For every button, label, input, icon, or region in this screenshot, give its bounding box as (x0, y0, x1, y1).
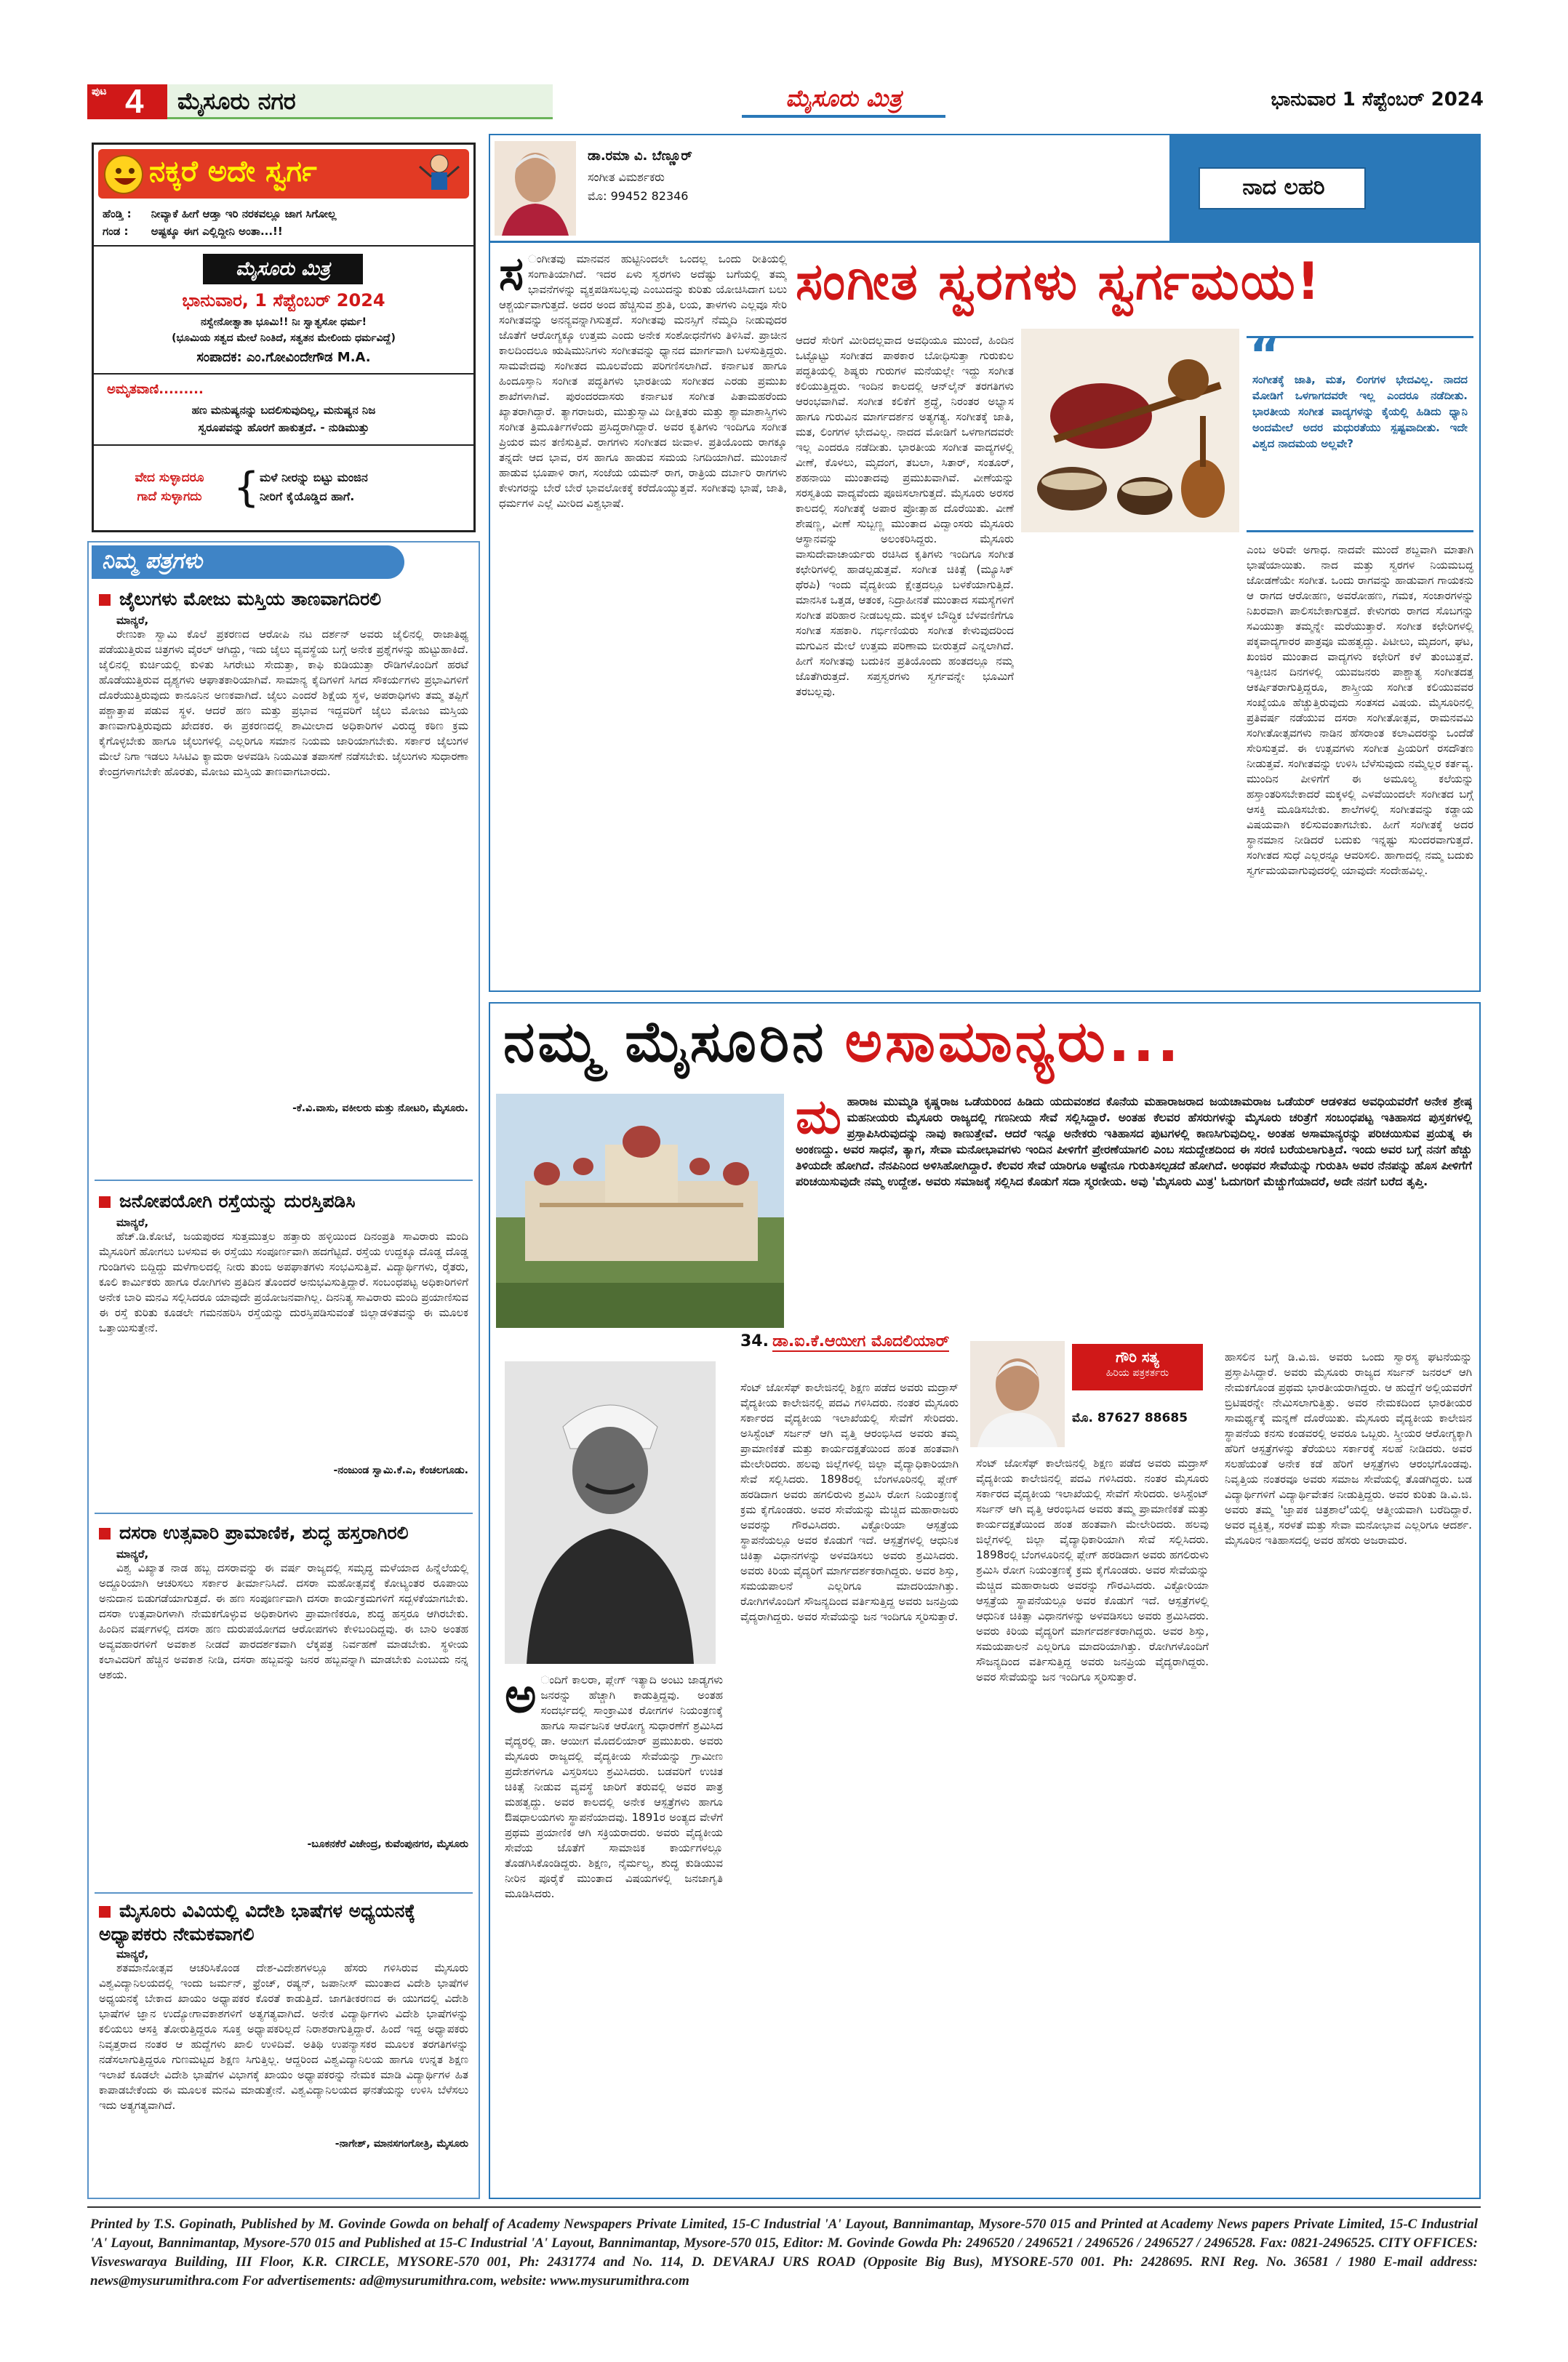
joke-text-husband: ಅಷ್ಟಕ್ಕೂ ಈಗ ಎಲ್ಲಿದ್ದೀನಿ ಅಂತಾ...!! (151, 225, 283, 238)
palace-image (496, 1094, 784, 1328)
series-heading (740, 1332, 1002, 1376)
amrutha-title: ಅಮೃತವಾಣಿ......... (107, 382, 204, 397)
nakkare-title: ನಕ್ಕರೆ ಅದೇ ಸ್ವರ್ಗ (149, 155, 317, 188)
author-photo (495, 141, 576, 236)
gaade-left-1: ವೇದ ಸುಳ್ಳಾದರೂ (135, 471, 204, 485)
letter-signature: -ನಾಗೇಶ್, ಮಾನಸಗಂಗೋತ್ರಿ, ಮೈಸೂರು (335, 2138, 468, 2150)
letter-signature: -ಕೆ.ವಿ.ವಾಸು, ವಕೀಲರು ಮತ್ತು ನೋಟರಿ, ಮೈಸೂರು. (292, 1102, 468, 1114)
letter-3 (99, 1521, 468, 1885)
editor-line (94, 350, 473, 365)
subject-name: ಡಾ.ಐ.ಕೆ.ಆಯೀಗ ಮೊದಲಿಯಾರ್ (772, 1332, 950, 1350)
gaade-brace: { (233, 464, 260, 511)
amrutha-line-2: ಸ್ವರೂಪವನ್ನು ಹೊರಗೆ ಹಾಕುತ್ತದೆ. - ನುಡಿಮುತ್ತು (198, 421, 369, 434)
nakkare-divider-3 (94, 444, 473, 446)
naada-col-1-text: ಂಗೀತವು ಮಾನವನ ಹುಟ್ಟಿನಿಂದಲೇ ಒಂದಲ್ಲ ಒಂದು ರೀತಿಯಲ್ಲಿ ಸಂಗಾತಿಯಾಗಿದೆ. ಇದರ ಏಳು ಸ್ವರಗಳು ಅದೆಷ್ಟು ಬಗೆಯಲ್ಲಿ ತಮ್ಮ ಭಾವನೆಗಳನ್ನು ವ್ಯಕ್ತಪಡಿಸಬಲ್ಲವು ಎಂಬುದನ್ನು ಕುರಿತು ಯೋಚಿಸಿದಾಗ ಬಲು ಆಶ್ಚರ್ಯವಾಗುತ್ತದೆ. ಅದರ ಅಂದ ಹೆಚ್ಚಿಸುವ ಶ್ರುತಿ, ಲಯ, ತಾಳಗಳು ಎಲ್ಲವೂ ಸೇರಿ ಸಂಗೀತವನ್ನು ಅನನ್ಯವನ್ನಾಗಿಸುತ್ತದೆ. ಸಂಗೀತವು ಮನಸ್ಸಿಗೆ ನೆಮ್ಮದಿ ನೀಡುವುದರ ಜೊತೆಗೆ ಆರೋಗ್ಯಕ್ಕೂ ಉತ್ತಮ ಎಂದು ಅನೇಕ ಸಂಶೋಧನೆಗಳು ತಿಳಿಸಿವೆ. ಪ್ರಾಚೀನ ಕಾಲದಿಂದಲೂ ಋಷಿಮುನಿಗಳು ಸಂಗೀತವನ್ನು ಧ್ಯಾನದ ಮಾರ್ಗವಾಗಿ ಬಳಸುತ್ತಿದ್ದರು. ಸಾಮವೇದವು ಸಂಗೀತದ ಮೂಲವೆಂದು ಪರಿಗಣಿಸಲಾಗಿದೆ. ಕರ್ನಾಟಕ ಹಾಗೂ ಹಿಂದೂಸ್ತಾನಿ ಸಂಗೀತ ಪದ್ಧತಿಗಳು ಭಾರತೀಯ ಸಂಗೀತದ ಎರಡು ಪ್ರಮುಖ ಶಾಖೆಗಳಾಗಿವೆ. ಪುರಂದರದಾಸರು ಕರ್ನಾಟಕ ಸಂಗೀತ ಪಿತಾಮಹರೆಂದು ಖ್ಯಾತರಾಗಿದ್ದಾರೆ. ತ್ಯಾಗರಾಜರು, ಮುತ್ತುಸ್ವಾಮಿ ದೀಕ್ಷಿತರು ಮತ್ತು ಶ್ಯಾಮಾಶಾಸ್ತ್ರಿಗಳು ಸಂಗೀತ ತ್ರಿಮೂರ್ತಿಗಳೆಂದು ಪ್ರಸಿದ್ಧರಾಗಿದ್ದಾರೆ. ಅವರ ಕೃತಿಗಳು ಇಂದಿಗೂ ಸಂಗೀತ ಪ್ರಿಯರ ಮನ ತಣಿಸುತ್ತಿವೆ. ರಾಗಗಳು ಸಂಗೀತದ ಜೀವಾಳ. ಪ್ರತಿಯೊಂದು ರಾಗಕ್ಕೂ ತನ್ನದೇ ಆದ ಭಾವ, ರಸ ಹಾಗೂ ಹಾಡುವ ಸಮಯ ನಿಗದಿಯಾಗಿದೆ. ಮುಂಜಾನೆ ಹಾಡುವ ಭೂಪಾಳಿ ರಾಗ, ಸಂಜೆಯ ಯಮನ್ ರಾಗ, ರಾತ್ರಿಯ ದರ್ಬಾರಿ ರಾಗಗಳು ಕೇಳುಗರನ್ನು ಬೇರೆ ಬೇರೆ ಭಾವಲೋಕಕ್ಕೆ ಕರೆದೊಯ್ಯುತ್ತವೆ. ಸಂಗೀತವು ಭಾಷೆ, ಜಾತಿ, ಧರ್ಮಗಳ ಎಲ್ಲೆ ಮೀರಿದ ವಿಶ್ವಭಾಷೆ. (499, 252, 787, 510)
editor-name: ಎಂ.ಗೋವಿಂದೇಗೌಡ M.A. (247, 350, 371, 365)
amrutha-line-1: ಹಣ ಮನುಷ್ಯನನ್ನು ಬದಲಿಸುವುದಿಲ್ಲ, ಮನುಷ್ಯನ ನಿಜ (191, 404, 376, 417)
letter-heading (99, 588, 468, 611)
instruments-image (1021, 329, 1239, 532)
bullet-square-icon (99, 1528, 111, 1540)
nakkare-divider-2 (94, 373, 473, 375)
asamanya-headline (503, 1009, 1478, 1085)
motto-line-1: ನಸ್ವೇನೋತ್ವಾತಾ ಭೂಮಿ!! ನಿಃ ಸ್ವಾತ್ವಸೋ ಧರ್ಮ! (200, 316, 367, 328)
letter-heading-text: ಜನೋಪಯೋಗಿ ರಸ್ತೆಯನ್ನು ದುರಸ್ತಿಪಡಿಸಿ (119, 1190, 356, 1212)
cartoon-man-icon (415, 152, 463, 196)
letter-heading-text: ಜೈಲುಗಳು ಮೋಜು ಮಸ್ತಿಯ ತಾಣವಾಗದಿರಲಿ (119, 588, 382, 609)
paper-logo: ಮೈಸೂರು ಮಿತ್ರ (742, 84, 945, 118)
bullet-square-icon (99, 1196, 111, 1208)
page-number-badge (87, 84, 167, 119)
letters-column (87, 541, 480, 2199)
motto-line-2: (ಭೂಮಿಯ ಸತ್ವದ ಮೇಲೆ ನಿಂತಿದೆ, ಸತ್ವತನ ಮೇಲಿಂದು ಧರ್ಮವಿದ್ದೆ) (172, 332, 396, 344)
letter-1 (99, 588, 468, 1169)
asamanya-headline-red: ಅಸಾಮಾನ್ಯರು... (844, 1009, 1182, 1075)
naada-header (490, 135, 1479, 243)
writer-card (970, 1341, 1210, 1447)
naada-col-1 (499, 252, 787, 986)
asamanya-col-c: ಹಾಸಲಿನ ಬಗ್ಗೆ ಡಿ.ವಿ.ಜಿ. ಅವರು ಒಂದು ಸ್ವಾರಸ್ಯ ಘಟನೆಯನ್ನು ಪ್ರಸ್ತಾಪಿಸಿದ್ದಾರೆ. ಅವರು ಮೈಸೂರು ರಾಜ್ಯದ ಸರ್ಜನ್ ಜನರಲ್ ಆಗಿ ನೇಮಕಗೊಂಡ ಪ್ರಥಮ ಭಾರತೀಯರಾಗಿದ್ದರು. ಆ ಹುದ್ದೆಗೆ ಅಲ್ಲಿಯವರೆಗೆ ಬ್ರಿಟಿಷರನ್ನೇ ನೇಮಿಸಲಾಗುತ್ತಿತ್ತು. ಅವರ ನೇಮಕದಿಂದ ಭಾರತೀಯರ ಸಾಮರ್ಥ್ಯಕ್ಕೆ ಮನ್ನಣೆ ದೊರೆಯಿತು. ಮೈಸೂರು ವೈದ್ಯಕೀಯ ಕಾಲೇಜಿನ ಸ್ಥಾಪನೆಯ ಕನಸು ಕಂಡವರಲ್ಲಿ ಅವರೂ ಒಬ್ಬರು. ಸ್ತ್ರೀಯರ ಆರೋಗ್ಯಕ್ಕಾಗಿ ಹೆರಿಗೆ ಆಸ್ಪತ್ರೆಗಳನ್ನು ತೆರೆಯಲು ಸರ್ಕಾರಕ್ಕೆ ಸಲಹೆ ನೀಡಿದರು. ಅವರ ಸಲಹೆಯಂತೆ ಅನೇಕ ಕಡೆ ಹೆರಿಗೆ ಆಸ್ಪತ್ರೆಗಳು ಆರಂಭಗೊಂಡವು. ನಿವೃತ್ತಿಯ ನಂತರವೂ ಅವರು ಸಮಾಜ ಸೇವೆಯಲ್ಲಿ ತೊಡಗಿದ್ದರು. ಬಡ ವಿದ್ಯಾರ್ಥಿಗಳಿಗೆ ವಿದ್ಯಾರ್ಥಿವೇತನ ನೀಡುತ್ತಿದ್ದರು. ಅವರ ಕುರಿತು ಡಿ.ವಿ.ಜಿ. ಅವರು ತಮ್ಮ 'ಜ್ಞಾಪಕ ಚಿತ್ರಶಾಲೆ'ಯಲ್ಲಿ ಆತ್ಮೀಯವಾಗಿ ಬರೆದಿದ್ದಾರೆ. ಅವರ ವ್ಯಕ್ತಿತ್ವ, ಸರಳತೆ ಮತ್ತು ಸೇವಾ ಮನೋಭಾವ ಎಲ್ಲರಿಗೂ ಆದರ್ಶ. ಮೈಸೂರಿನ ಇತಿಹಾಸದಲ್ಲಿ ಅವರ ಹೆಸರು ಅಜರಾಮರ. (1225, 1350, 1472, 1547)
letters-header (92, 545, 404, 579)
writer-name: ಗೌರಿ ಸತ್ಯ (1116, 1348, 1159, 1366)
joke-speaker-wife: ಹೆಂಡ್ತಿ : (103, 207, 132, 220)
asamanya-col-a (505, 1673, 723, 2193)
footer-imprint: Printed by T.S. Gopinath, Published by M. Govinde Gowda on behalf of Academy Newspapers Private Limited, 15-C Industrial 'A' Layout, Bannimantap, Mysore-570 015 and Printed at Academy News papers Private Limited, 15-C Industrial 'A' Layout, Bannimantap, Mysore-570 015 and Published at 15-C Industrial 'A' Layout, Bannimantap, Mysore-570 015, Editor: M. Govinde Gowda Ph: 2496520 / 2496521 / 2496526 / 2496527 / 2496528. Fax: 0821-2496525. CITY OFFICES: Visveswaraya Building, III Floor, K.R. CIRCLE, MYSORE-570 001, Ph: 2431774 and No. 114, D. DEVARAJ URS ROAD (Opposite Big Bus), MYSORE-570 001. Ph: 2428695. RNI Reg. No. 36581 / 1980 E-mail address: news@mysurumithra.com For advertisements: ad@mysurumithra.com, website: www.mysurumithra.com (90, 2217, 1478, 2289)
asamanya-article (489, 1002, 1481, 2199)
letters-header-title: ನಿಮ್ಮ ಪತ್ರಗಳು (102, 548, 203, 574)
asamanya-dropcap: ಮ (796, 1094, 841, 1145)
letter-salutation: ಮಾನ್ಯರೆ, (116, 1947, 149, 1961)
section-banner (167, 84, 553, 119)
masthead (87, 81, 1484, 122)
writer-role: ಹಿರಿಯ ಪತ್ರಕರ್ತರು (1105, 1367, 1169, 1379)
letter-4 (99, 1899, 468, 2196)
gaade-box (104, 465, 463, 519)
naada-col-2: ಆದರೆ ಸೇರಿಗೆ ಮೀರಿದಲ್ಲವಾದ ಅವಧಿಯೂ ಮುಂದೆ, ಹಿಂದಿನ ಒಟ್ಟೊಟ್ಟು ಸಂಗೀತದ ಪಾಠಕಾರ ಬೋಧಿಸುತ್ತಾ ಗುರುಕುಲ ಪದ್ಧತಿಯಲ್ಲಿ ಶಿಷ್ಯರು ಗುರುಗಳ ಮನೆಯಲ್ಲೇ ಇದ್ದು ಸಂಗೀತ ಕಲಿಯುತ್ತಿದ್ದರು. ಇಂದಿನ ಕಾಲದಲ್ಲಿ ಆನ್‌ಲೈನ್ ತರಗತಿಗಳು ಆರಂಭವಾಗಿವೆ. ಸಂಗೀತ ಕಲಿಕೆಗೆ ಶ್ರದ್ಧೆ, ನಿರಂತರ ಅಭ್ಯಾಸ ಹಾಗೂ ಗುರುವಿನ ಮಾರ್ಗದರ್ಶನ ಅತ್ಯಗತ್ಯ. ಸಂಗೀತಕ್ಕೆ ಜಾತಿ, ಮತ, ಲಿಂಗಗಳ ಭೇದವಿಲ್ಲ. ನಾದದ ಮೋಡಿಗೆ ಒಳಗಾಗದವರೇ ಇಲ್ಲ ಎಂದರೂ ನಡೆದೀತು. ಭಾರತೀಯ ಸಂಗೀತ ವಾದ್ಯಗಳಲ್ಲಿ ವೀಣೆ, ಕೊಳಲು, ಮೃದಂಗ, ತಬಲಾ, ಸಿತಾರ್, ಸಂತೂರ್, ಶಹನಾಯಿ ಮುಂತಾದವು ಪ್ರಮುಖವಾಗಿವೆ. ವೀಣೆಯನ್ನು ಸರಸ್ವತಿಯ ವಾದ್ಯವೆಂದು ಪೂಜಿಸಲಾಗುತ್ತದೆ. ಮೈಸೂರು ಅರಸರ ಕಾಲದಲ್ಲಿ ಸಂಗೀತಕ್ಕೆ ಅಪಾರ ಪ್ರೋತ್ಸಾಹ ದೊರೆಯಿತು. ವೀಣೆ ಶೇಷಣ್ಣ, ವೀಣೆ ಸುಬ್ಬಣ್ಣ ಮುಂತಾದ ವಿದ್ವಾಂಸರು ಮೈಸೂರು ಆಸ್ಥಾನವನ್ನು ಅಲಂಕರಿಸಿದ್ದರು. ಮೈಸೂರು ವಾಸುದೇವಾಚಾರ್ಯರು ರಚಿಸಿದ ಕೃತಿಗಳು ಇಂದಿಗೂ ಸಂಗೀತ ಕಛೇರಿಗಳಲ್ಲಿ ಹಾಡಲ್ಪಡುತ್ತವೆ. ಸಂಗೀತ ಚಿಕಿತ್ಸೆ (ಮ್ಯೂಸಿಕ್ ಥೆರಪಿ) ಇಂದು ವೈದ್ಯಕೀಯ ಕ್ಷೇತ್ರದಲ್ಲೂ ಬಳಕೆಯಾಗುತ್ತಿದೆ. ಮಾನಸಿಕ ಒತ್ತಡ, ಆತಂಕ, ನಿದ್ರಾಹೀನತೆ ಮುಂತಾದ ಸಮಸ್ಯೆಗಳಿಗೆ ಸಂಗೀತ ಪರಿಹಾರ ನೀಡಬಲ್ಲದು. ಮಕ್ಕಳ ಬೌದ್ಧಿಕ ಬೆಳವಣಿಗೆಗೂ ಸಂಗೀತ ಸಹಕಾರಿ. ಗರ್ಭಿಣಿಯರು ಸಂಗೀತ ಕೇಳುವುದರಿಂದ ಮಗುವಿನ ಮೇಲೆ ಉತ್ತಮ ಪರಿಣಾಮ ಬೀರುತ್ತದೆ ಎನ್ನಲಾಗಿದೆ. ಹೀಗೆ ಸಂಗೀತವು ಬದುಕಿನ ಪ್ರತಿಯೊಂದು ಹಂತದಲ್ಲೂ ನಮ್ಮ ಜೊತೆಗಿರುತ್ತದೆ. ಸಪ್ತಸ್ವರಗಳು ಸ್ವರ್ಗವನ್ನೇ ಭೂಮಿಗೆ ತರಬಲ್ಲವು. (796, 334, 1014, 698)
letter-signature: -ನಂಜುಂಡ ಸ್ವಾಮಿ.ಕೆ.ಎ, ಕೆಂಚಲಗೂಡು. (333, 1465, 468, 1476)
asamanya-col-b2: ಸೆಂಟ್ ಜೋಸೆಫ್ ಕಾಲೇಜಿನಲ್ಲಿ ಶಿಕ್ಷಣ ಪಡೆದ ಅವರು ಮದ್ರಾಸ್ ವೈದ್ಯಕೀಯ ಕಾಲೇಜಿನಲ್ಲಿ ಪದವಿ ಗಳಿಸಿದರು. ನಂತರ ಮೈಸೂರು ಸರ್ಕಾರದ ವೈದ್ಯಕೀಯ ಇಲಾಖೆಯಲ್ಲಿ ಸೇವೆಗೆ ಸೇರಿದರು. ಅಸಿಸ್ಟೆಂಟ್ ಸರ್ಜನ್ ಆಗಿ ವೃತ್ತಿ ಆರಂಭಿಸಿದ ಅವರು ತಮ್ಮ ಪ್ರಾಮಾಣಿಕತೆ ಮತ್ತು ಕಾರ್ಯದಕ್ಷತೆಯಿಂದ ಹಂತ ಹಂತವಾಗಿ ಮೇಲೇರಿದರು. ಹಲವು ಜಿಲ್ಲೆಗಳಲ್ಲಿ ಜಿಲ್ಲಾ ವೈದ್ಯಾಧಿಕಾರಿಯಾಗಿ ಸೇವೆ ಸಲ್ಲಿಸಿದರು. 1898ರಲ್ಲಿ ಬೆಂಗಳೂರಿನಲ್ಲಿ ಪ್ಲೇಗ್ ಹರಡಿದಾಗ ಅವರು ಹಗಲಿರುಳು ಶ್ರಮಿಸಿ ರೋಗ ನಿಯಂತ್ರಣಕ್ಕೆ ಕ್ರಮ ಕೈಗೊಂಡರು. ಅವರ ಸೇವೆಯನ್ನು ಮೆಚ್ಚಿದ ಮಹಾರಾಜರು ಅವರನ್ನು ಗೌರವಿಸಿದರು. ವಿಕ್ಟೋರಿಯಾ ಆಸ್ಪತ್ರೆಯ ಸ್ಥಾಪನೆಯಲ್ಲೂ ಅವರ ಕೊಡುಗೆ ಇದೆ. ಆಸ್ಪತ್ರೆಗಳಲ್ಲಿ ಆಧುನಿಕ ಚಿಕಿತ್ಸಾ ವಿಧಾನಗಳನ್ನು ಅಳವಡಿಸಲು ಅವರು ಶ್ರಮಿಸಿದರು. ಅವರು ಕಿರಿಯ ವೈದ್ಯರಿಗೆ ಮಾರ್ಗದರ್ಶಕರಾಗಿದ್ದರು. ಅವರ ಶಿಸ್ತು, ಸಮಯಪಾಲನೆ ಎಲ್ಲರಿಗೂ ಮಾದರಿಯಾಗಿತ್ತು. ರೋಗಿಗಳೊಂದಿಗೆ ಸೌಜನ್ಯದಿಂದ ವರ್ತಿಸುತ್ತಿದ್ದ ಅವರು ಜನಪ್ರಿಯ ವೈದ್ಯರಾಗಿದ್ದರು. ಅವರ ಸೇವೆಯನ್ನು ಜನ ಇಂದಿಗೂ ಸ್ಮರಿಸುತ್ತಾರೆ. (976, 1457, 1209, 1684)
asamanya-intro-text: ಹಾರಾಜ ಮುಮ್ಮಡಿ ಕೃಷ್ಣರಾಜ ಒಡೆಯರಿಂದ ಹಿಡಿದು ಯದುವಂಶದ ಕೊನೆಯ ಮಹಾರಾಜರಾದ ಜಯಚಾಮರಾಜ ಒಡೆಯರ್ ಆಡಳಿತದ ಅವಧಿಯವರೆಗೆ ಅನೇಕ ಶ್ರೇಷ್ಠ ಮಹನೀಯರು ಮೈಸೂರು ರಾಜ್ಯದಲ್ಲಿ ಗಣನೀಯ ಸೇವೆ ಸಲ್ಲಿಸಿದ್ದಾರೆ. ಅಂತಹ ಕೆಲವರ ಹೆಸರುಗಳನ್ನು ಮೈಸೂರು ಚರಿತ್ರೆಗೆ ಸಂಬಂಧಪಟ್ಟ ಇತಿಹಾಸದ ಪುಸ್ತಕಗಳಲ್ಲಿ ಪ್ರಸ್ತಾಪಿಸಿರುವುದನ್ನು ನಾವು ಕಾಣುತ್ತೇವೆ. ಆದರೆ ಇನ್ನೂ ಅನೇಕರು ಇತಿಹಾಸದ ಪುಟಗಳಲ್ಲಿ ಕಾಣಸಿಗುವುದಿಲ್ಲ. ಅಂತಹ ಅಸಾಮಾನ್ಯರನ್ನು ಪರಿಚಯಿಸುವ ಪ್ರಯತ್ನ ಈ ಅಂಕಣದ್ದು. ಅವರ ಸಾಧನೆ, ತ್ಯಾಗ, ಸೇವಾ ಮನೋಭಾವಗಳು ಇಂದಿನ ಪೀಳಿಗೆಗೆ ಪ್ರೇರಣೆಯಾಗಲಿ ಎಂಬ ಸದುದ್ದೇಶದಿಂದ ಈ ಸರಣಿ ಬರೆಯಲಾಗುತ್ತಿದೆ. ಇಂದು ಅವರ ಬಗ್ಗೆ ನನಗೆ ಹೆಚ್ಚು ತಿಳಿಯದೇ ಹೋಗಿದೆ. ನೆನಪಿನಿಂದ ಅಳಿಸಿಹೋಗಿದ್ದಾರೆ. ಕೆಲವರ ಸೇವೆ ಯಾರಿಗೂ ಅಷ್ಟೇನೂ ಗುರುತಿಸಲ್ಪಡದೆ ಹೋಗಿದೆ. ಅಂಥವರ ಸೇವೆಯನ್ನು ಗುರುತಿಸಿ ಅವರ ನೆನಪನ್ನು ಹೊಸ ಪೀಳಿಗೆಗೆ ಪರಿಚಯಿಸುವುದೇ ನಮ್ಮ ಉದ್ದೇಶ. ಅವರು ಸಮಾಜಕ್ಕೆ ಸಲ್ಲಿಸಿದ ಕೊಡುಗೆ ಸದಾ ಸ್ಮರಣೀಯ. ಅವು 'ಮೈಸೂರು ಮಿತ್ರ' ಓದುಗರಿಗೆ ಮೆಚ್ಚುಗೆಯಾದರೆ, ಅದೇ ನನಗೆ ಬರೆದ ತೃಪ್ತಿ. (796, 1094, 1472, 1188)
nakkare-divider (94, 245, 473, 247)
letter-2 (99, 1190, 468, 1502)
letter-heading (99, 1899, 468, 1946)
writer-name-box (1072, 1344, 1203, 1390)
quote-mark-icon: “ (1249, 329, 1281, 383)
letter-heading (99, 1190, 468, 1213)
letter-heading-text: ಮೈಸೂರು ವಿವಿಯಲ್ಲಿ ವಿದೇಶಿ ಭಾಷೆಗಳ ಅಧ್ಯಯನಕ್ಕೆ ಅಧ್ಯಾಪಕರು ನೇಮಕವಾಗಲಿ (99, 1900, 416, 1945)
letter-divider (95, 1513, 473, 1514)
editor-label: ಸಂಪಾದಕ: (196, 350, 242, 365)
joke-speaker-husband: ಗಂಡ : (103, 225, 129, 238)
paper-logo-small: ಮೈಸೂರು ಮಿತ್ರ (203, 254, 363, 284)
page-label: ಪುಟ (92, 86, 107, 97)
column-title: ನಾದ ಲಹರಿ (1242, 175, 1325, 200)
dropcap: ಸ (499, 252, 524, 301)
letter-body: ರೇಣುಕಾ ಸ್ವಾಮಿ ಕೊಲೆ ಪ್ರಕರಣದ ಆರೋಪಿ ನಟ ದರ್ಶನ್ ಅವರು ಜೈಲಿನಲ್ಲಿ ರಾಜಾತಿಥ್ಯ ಪಡೆಯುತ್ತಿರುವ ಚಿತ್ರಗಳು ವೈರಲ್ ಆಗಿದ್ದು, ಇದು ಜೈಲು ವ್ಯವಸ್ಥೆಯ ಬಗ್ಗೆ ಅನೇಕ ಪ್ರಶ್ನೆಗಳನ್ನು ಹುಟ್ಟುಹಾಕಿದೆ. ಜೈಲಿನಲ್ಲಿ ಕುರ್ಚಿಯಲ್ಲಿ ಕುಳಿತು ಸಿಗರೇಟು ಸೇದುತ್ತಾ, ಕಾಫಿ ಕುಡಿಯುತ್ತಾ ರೌಡಿಗಳೊಂದಿಗೆ ಹರಟೆ ಹೊಡೆಯುತ್ತಿರುವ ದೃಶ್ಯಗಳು ಆಘಾತಕಾರಿಯಾಗಿವೆ. ಸಾಮಾನ್ಯ ಕೈದಿಗಳಿಗೆ ಸಿಗದ ಸೌಕರ್ಯಗಳು ಪ್ರಭಾವಿಗಳಿಗೆ ದೊರೆಯುತ್ತಿರುವುದು ಕಾನೂನಿನ ಅಣಕವಾಗಿದೆ. ಜೈಲು ಎಂದರೆ ಶಿಕ್ಷೆಯ ಸ್ಥಳ, ಅಪರಾಧಿಗಳು ತಮ್ಮ ತಪ್ಪಿಗೆ ಪಶ್ಚಾತ್ತಾಪ ಪಡುವ ಸ್ಥಳ. ಆದರೆ ಹಣ ಮತ್ತು ಪ್ರಭಾವ ಇದ್ದವರಿಗೆ ಜೈಲು ಮೋಜು ಮಸ್ತಿಯ ತಾಣವಾಗುತ್ತಿರುವುದು ಖೇದಕರ. ಈ ಪ್ರಕರಣದಲ್ಲಿ ಶಾಮೀಲಾದ ಅಧಿಕಾರಿಗಳ ವಿರುದ್ಧ ಕಠಿಣ ಕ್ರಮ ಕೈಗೊಳ್ಳಬೇಕು ಹಾಗೂ ಜೈಲುಗಳಲ್ಲಿ ಎಲ್ಲರಿಗೂ ಸಮಾನ ನಿಯಮ ಜಾರಿಯಾಗಬೇಕು. ಸರ್ಕಾರ ಜೈಲುಗಳ ಮೇಲೆ ನಿಗಾ ಇಡಲು ಸಿಸಿಟಿವಿ ಕ್ಯಾಮರಾ ಅಳವಡಿಸಿ ನಿಯಮಿತ ತಪಾಸಣೆ ನಡೆಸಬೇಕು. ಜೈಲುಗಳು ಸುಧಾರಣಾ ಕೇಂದ್ರಗಳಾಗಬೇಕೇ ಹೊರತು, ಮೋಜು ಮಸ್ತಿಯ ತಾಣವಾಗಬಾರದು. (99, 628, 468, 778)
letter-body: ಶತಮಾನೋತ್ಸವ ಆಚರಿಸಿಕೊಂಡ ದೇಶ-ವಿದೇಶಗಳಲ್ಲೂ ಹೆಸರು ಗಳಿಸಿರುವ ಮೈಸೂರು ವಿಶ್ವವಿದ್ಯಾನಿಲಯದಲ್ಲಿ ಇಂದು ಜರ್ಮನ್, ಫ್ರೆಂಚ್, ರಷ್ಯನ್, ಜಪಾನೀಸ್ ಮುಂತಾದ ವಿದೇಶಿ ಭಾಷೆಗಳ ಅಧ್ಯಯನಕ್ಕೆ ಬೇಕಾದ ಖಾಯಂ ಅಧ್ಯಾಪಕರ ಕೊರತೆ ಕಾಡುತ್ತಿದೆ. ಜಾಗತೀಕರಣದ ಈ ಯುಗದಲ್ಲಿ ವಿದೇಶಿ ಭಾಷೆಗಳ ಜ್ಞಾನ ಉದ್ಯೋಗಾವಕಾಶಗಳಿಗೆ ಅತ್ಯಗತ್ಯವಾಗಿದೆ. ಅನೇಕ ವಿದ್ಯಾರ್ಥಿಗಳು ವಿದೇಶಿ ಭಾಷೆಗಳನ್ನು ಕಲಿಯಲು ಆಸಕ್ತಿ ತೋರುತ್ತಿದ್ದರೂ ಸೂಕ್ತ ಅಧ್ಯಾಪಕರಿಲ್ಲದೆ ನಿರಾಶರಾಗುತ್ತಿದ್ದಾರೆ. ಹಿಂದೆ ಇದ್ದ ಅಧ್ಯಾಪಕರು ನಿವೃತ್ತರಾದ ನಂತರ ಆ ಹುದ್ದೆಗಳು ಖಾಲಿ ಉಳಿದಿವೆ. ಅತಿಥಿ ಉಪನ್ಯಾಸಕರ ಮೂಲಕ ತರಗತಿಗಳನ್ನು ನಡೆಸಲಾಗುತ್ತಿದ್ದರೂ ಗುಣಮಟ್ಟದ ಶಿಕ್ಷಣ ಸಿಗುತ್ತಿಲ್ಲ. ಆದ್ದರಿಂದ ವಿಶ್ವವಿದ್ಯಾನಿಲಯ ಹಾಗೂ ಉನ್ನತ ಶಿಕ್ಷಣ ಇಲಾಖೆ ಕೂಡಲೇ ವಿದೇಶಿ ಭಾಷೆಗಳ ವಿಭಾಗಕ್ಕೆ ಖಾಯಂ ಅಧ್ಯಾಪಕರನ್ನು ನೇಮಕ ಮಾಡಿ ವಿದ್ಯಾರ್ಥಿಗಳ ಹಿತ ಕಾಪಾಡಬೇಕೆಂದು ಈ ಮೂಲಕ ಮನವಿ ಮಾಡುತ್ತೇನೆ. ವಿಶ್ವವಿದ್ಯಾನಿಲಯದ ಘನತೆಯನ್ನು ಉಳಿಸಿ ಬೆಳೆಸಲು ಇದು ಅತ್ಯಗತ್ಯವಾಗಿದೆ. (99, 1961, 468, 2112)
bullet-square-icon (99, 594, 111, 606)
naada-col-3: ಎಂಬ ಅರಿವೇ ಅಗಾಧ. ನಾದವೇ ಮುಂದೆ ಶಬ್ದವಾಗಿ ಮಾತಾಗಿ ಭಾಷೆಯಾಯಿತು. ನಾದ ಮತ್ತು ಸ್ವರಗಳ ನಿಯಮಬದ್ಧ ಜೋಡಣೆಯೇ ಸಂಗೀತ. ಒಂದು ರಾಗವನ್ನು ಹಾಡುವಾಗ ಗಾಯಕನು ಆ ರಾಗದ ಆರೋಹಣ, ಅವರೋಹಣ, ಗಮಕ, ಸಂಚಾರಗಳನ್ನು ನಿಖರವಾಗಿ ಪಾಲಿಸಬೇಕಾಗುತ್ತದೆ. ಕೇಳುಗರು ರಾಗದ ಸೊಬಗನ್ನು ಸವಿಯುತ್ತಾ ತಮ್ಮನ್ನೇ ಮರೆಯುತ್ತಾರೆ. ಸಂಗೀತ ಕಛೇರಿಗಳಲ್ಲಿ ಪಕ್ಕವಾದ್ಯಗಾರರ ಪಾತ್ರವೂ ಮಹತ್ವದ್ದು. ಪಿಟೀಲು, ಮೃದಂಗ, ಘಟ, ಖಂಜಿರ ಮುಂತಾದ ವಾದ್ಯಗಳು ಕಛೇರಿಗೆ ಕಳೆ ತುಂಬುತ್ತವೆ. ಇತ್ತೀಚಿನ ದಿನಗಳಲ್ಲಿ ಯುವಜನರು ಪಾಶ್ಚಾತ್ಯ ಸಂಗೀತದತ್ತ ಆಕರ್ಷಿತರಾಗುತ್ತಿದ್ದರೂ, ಶಾಸ್ತ್ರೀಯ ಸಂಗೀತ ಕಲಿಯುವವರ ಸಂಖ್ಯೆಯೂ ಹೆಚ್ಚುತ್ತಿರುವುದು ಸಂತಸದ ವಿಷಯ. ಮೈಸೂರಿನಲ್ಲಿ ಪ್ರತಿವರ್ಷ ನಡೆಯುವ ದಸರಾ ಸಂಗೀತೋತ್ಸವ, ರಾಮನವಮಿ ಸಂಗೀತೋತ್ಸವಗಳು ನಾಡಿನ ಹೆಸರಾಂತ ಕಲಾವಿದರನ್ನು ಒಂದೆಡೆ ಸೇರಿಸುತ್ತವೆ. ಈ ಉತ್ಸವಗಳು ಸಂಗೀತ ಪ್ರಿಯರಿಗೆ ರಸದೌತಣ ನೀಡುತ್ತವೆ. ಸಂಗೀತವನ್ನು ಉಳಿಸಿ ಬೆಳೆಸುವುದು ನಮ್ಮೆಲ್ಲರ ಕರ್ತವ್ಯ. ಮುಂದಿನ ಪೀಳಿಗೆಗೆ ಈ ಅಮೂಲ್ಯ ಕಲೆಯನ್ನು ಹಸ್ತಾಂತರಿಸಬೇಕಾದರೆ ಮಕ್ಕಳಲ್ಲಿ ಎಳವೆಯಿಂದಲೇ ಸಂಗೀತದ ಬಗ್ಗೆ ಆಸಕ್ತಿ ಮೂಡಿಸಬೇಕು. ಶಾಲೆಗಳಲ್ಲಿ ಸಂಗೀತವನ್ನು ಕಡ್ಡಾಯ ವಿಷಯವಾಗಿ ಕಲಿಸುವಂತಾಗಬೇಕು. ಹೀಗೆ ಸಂಗೀತಕ್ಕೆ ಅದರ ಸ್ಥಾನಮಾನ ನೀಡಿದರೆ ಬದುಕು ಇನ್ನಷ್ಟು ಸುಂದರವಾಗುತ್ತದೆ. ಸಂಗೀತದ ಸುಧೆ ಎಲ್ಲರನ್ನೂ ಆವರಿಸಲಿ. ಹಾಗಾದಲ್ಲಿ ನಮ್ಮ ಬದುಕು ಸ್ವರ್ಗಮಯವಾಗುವುದರಲ್ಲಿ ಯಾವುದೇ ಸಂದೇಹವಿಲ್ಲ. (1247, 543, 1473, 877)
gaade-right-1: ಮಳೆ ನೀರನ್ನು ಬಿಟ್ಟು ಮಂಜಿನ (260, 471, 368, 484)
letter-heading (99, 1521, 468, 1545)
page-number: 4 (125, 82, 144, 120)
author-role: ಸಂಗೀತ ವಿಮರ್ಶಕರು (588, 170, 665, 184)
naada-article (489, 134, 1481, 992)
joke-text-wife: ನೀವ್ಯಾಕೆ ಹೀಗೆ ಆಡ್ತಾ ಇರಿ ನರಕವಲ್ಲೂ ಜಾಗ ಸಿಗೋಲ್ಲ (151, 207, 337, 220)
portrait-image (505, 1361, 716, 1664)
asamanya-headline-black: ನಮ್ಮ ಮೈಸೂರಿನ (503, 1009, 827, 1075)
column-title-box (1199, 167, 1366, 209)
author-phone: ಮೊ: 99452 82346 (588, 189, 689, 203)
writer-phone: ಮೊ. 87627 88685 (1072, 1411, 1188, 1425)
joke-line-2 (103, 223, 466, 239)
column-title-band (1169, 135, 1479, 243)
nakkare-date: ಭಾನುವಾರ, 1 ಸೆಪ್ಟೆಂಬರ್ 2024 (182, 290, 385, 311)
writer-photo (970, 1341, 1065, 1447)
bullet-square-icon (99, 1906, 111, 1918)
letter-body: ಹೆಚ್.ಡಿ.ಕೋಟೆ, ಜಯಪುರದ ಸುತ್ತಮುತ್ತಲ ಹತ್ತಾರು ಹಳ್ಳಿಯಿಂದ ದಿನಂಪ್ರತಿ ಸಾವಿರಾರು ಮಂದಿ ಮೈಸೂರಿಗೆ ಹೋಗಲು ಬಳಸುವ ಈ ರಸ್ತೆಯು ಸಂಪೂರ್ಣವಾಗಿ ಹದಗೆಟ್ಟಿದೆ. ರಸ್ತೆಯ ಉದ್ದಕ್ಕೂ ದೊಡ್ಡ ದೊಡ್ಡ ಗುಂಡಿಗಳು ಬಿದ್ದಿದ್ದು ಮಳೆಗಾಲದಲ್ಲಿ ನೀರು ತುಂಬಿ ಅಪಘಾತಗಳು ಸಂಭವಿಸುತ್ತಿವೆ. ವಿದ್ಯಾರ್ಥಿಗಳು, ರೈತರು, ಕೂಲಿ ಕಾರ್ಮಿಕರು ಹಾಗೂ ರೋಗಿಗಳು ಪ್ರತಿದಿನ ತೊಂದರೆ ಅನುಭವಿಸುತ್ತಿದ್ದಾರೆ. ಸಂಬಂಧಪಟ್ಟ ಅಧಿಕಾರಿಗಳಿಗೆ ಅನೇಕ ಬಾರಿ ಮನವಿ ಸಲ್ಲಿಸಿದರೂ ಯಾವುದೇ ಪ್ರಯೋಜನವಾಗಿಲ್ಲ. ದಿನನಿತ್ಯ ಸಾವಿರಾರು ಮಂದಿ ಪ್ರಯಾಣಿಸುವ ಈ ರಸ್ತೆ ಕುರಿತು ಕೂಡಲೇ ಗಮನಹರಿಸಿ ರಸ್ತೆಯನ್ನು ದುರಸ್ತಿಪಡಿಸುವಂತೆ ಜಿಲ್ಲಾಡಳಿತವನ್ನು ಈ ಮೂಲಕ ಒತ್ತಾಯಿಸುತ್ತೇನೆ. (99, 1230, 468, 1334)
series-number: 34. (740, 1332, 769, 1350)
letter-salutation: ಮಾನ್ಯರೆ, (116, 1216, 149, 1229)
asamanya-col-a-text: ಂದಿಗೆ ಕಾಲರಾ, ಪ್ಲೇಗ್ ಇತ್ಯಾದಿ ಅಂಟು ಜಾಡ್ಯಗಳು ಜನರನ್ನು ಹೆಚ್ಚಾಗಿ ಕಾಡುತ್ತಿದ್ದವು. ಅಂತಹ ಸಂದರ್ಭದಲ್ಲಿ ಸಾಂಕ್ರಾಮಿಕ ರೋಗಗಳ ನಿಯಂತ್ರಣಕ್ಕೆ ಹಾಗೂ ಸಾರ್ವಜನಿಕ ಆರೋಗ್ಯ ಸುಧಾರಣೆಗೆ ಶ್ರಮಿಸಿದ ವೈದ್ಯರಲ್ಲಿ ಡಾ. ಆಯೀಗ ಮೊದಲಿಯಾರ್ ಪ್ರಮುಖರು. ಅವರು ಮೈಸೂರು ರಾಜ್ಯದಲ್ಲಿ ವೈದ್ಯಕೀಯ ಸೇವೆಯನ್ನು ಗ್ರಾಮೀಣ ಪ್ರದೇಶಗಳಿಗೂ ವಿಸ್ತರಿಸಲು ಶ್ರಮಿಸಿದರು. ಬಡವರಿಗೆ ಉಚಿತ ಚಿಕಿತ್ಸೆ ನೀಡುವ ವ್ಯವಸ್ಥೆ ಜಾರಿಗೆ ತರುವಲ್ಲಿ ಅವರ ಪಾತ್ರ ಮಹತ್ವದ್ದು. ಅವರ ಕಾಲದಲ್ಲಿ ಅನೇಕ ಆಸ್ಪತ್ರೆಗಳು ಹಾಗೂ ಔಷಧಾಲಯಗಳು ಸ್ಥಾಪನೆಯಾದವು. 1891ರ ಅಂತ್ಯದ ವೇಳೆಗೆ ಪ್ರಥಮ ಪ್ರಯಾಣಿಕ ಆಗಿ ಸಕ್ರಿಯರಾದರು. ಅವರು ವೈದ್ಯಕೀಯ ಸೇವೆಯ ಜೊತೆಗೆ ಸಾಮಾಜಿಕ ಕಾರ್ಯಗಳಲ್ಲೂ ತೊಡಗಿಸಿಕೊಂಡಿದ್ದರು. ಶಿಕ್ಷಣ, ನೈರ್ಮಲ್ಯ, ಶುದ್ಧ ಕುಡಿಯುವ ನೀರಿನ ಪೂರೈಕೆ ಮುಂತಾದ ವಿಷಯಗಳಲ್ಲಿ ಜನಜಾಗೃತಿ ಮೂಡಿಸಿದರು. (505, 1673, 723, 1900)
naada-headline: ಸಂಗೀತ ಸ್ವರಗಳು ಸ್ವರ್ಗಮಯ! (796, 252, 1321, 311)
letter-body: ವಿಶ್ವ ವಿಖ್ಯಾತ ನಾಡ ಹಬ್ಬ ದಸರಾವನ್ನು ಈ ವರ್ಷ ರಾಜ್ಯದಲ್ಲಿ ಸಮೃದ್ಧ ಮಳೆಯಾದ ಹಿನ್ನೆಲೆಯಲ್ಲಿ ಅದ್ದೂರಿಯಾಗಿ ಆಚರಿಸಲು ಸರ್ಕಾರ ತೀರ್ಮಾನಿಸಿದೆ. ದಸರಾ ಮಹೋತ್ಸವಕ್ಕೆ ಕೋಟ್ಯಂತರ ರೂಪಾಯಿ ಅನುದಾನ ಬಿಡುಗಡೆಯಾಗುತ್ತದೆ. ಈ ಹಣ ಸಂಪೂರ್ಣವಾಗಿ ದಸರಾ ಕಾರ್ಯಕ್ರಮಗಳಿಗೆ ಸದ್ಬಳಕೆಯಾಗಬೇಕು. ದಸರಾ ಉತ್ಸವಾರಿಗಳಾಗಿ ನೇಮಕಗೊಳ್ಳುವ ಅಧಿಕಾರಿಗಳು ಪ್ರಾಮಾಣಿಕರೂ, ಶುದ್ಧ ಹಸ್ತರೂ ಆಗಿರಬೇಕು. ಹಿಂದಿನ ವರ್ಷಗಳಲ್ಲಿ ದಸರಾ ಹಣ ದುರುಪಯೋಗದ ಆರೋಪಗಳು ಕೇಳಿಬಂದಿದ್ದವು. ಈ ಬಾರಿ ಅಂತಹ ಅವ್ಯವಹಾರಗಳಿಗೆ ಅವಕಾಶ ನೀಡದೆ ಪಾರದರ್ಶಕವಾಗಿ ಲೆಕ್ಕಪತ್ರ ನಿರ್ವಹಣೆ ಮಾಡಬೇಕು. ಸ್ಥಳೀಯ ಕಲಾವಿದರಿಗೆ ಹೆಚ್ಚಿನ ಅವಕಾಶ ನೀಡಿ, ದಸರಾ ಹಬ್ಬವನ್ನು ಜನರ ಹಬ್ಬವನ್ನಾಗಿ ಮಾಡಬೇಕು ಎಂಬುದು ನನ್ನ ಆಶಯ. (99, 1561, 468, 1681)
asamanya-intro (796, 1094, 1472, 1332)
gaade-right-2: ನೀರಿಗೆ ಕೈಯೊಡ್ಡಿದ ಹಾಗೆ. (260, 489, 355, 503)
letter-salutation: ಮಾನ್ಯರೆ, (116, 614, 149, 627)
quote-text: ಸಂಗೀತಕ್ಕೆ ಜಾತಿ, ಮತ, ಲಿಂಗಗಳ ಭೇದವಿಲ್ಲ. ನಾದದ ಮೋಡಿಗೆ ಒಳಗಾಗದವರೇ ಇಲ್ಲ ಎಂದರೂ ನಡೆದೀತು. ಭಾರತೀಯ ಸಂಗೀತ ವಾದ್ಯಗಳನ್ನು ಕೈಯಲ್ಲಿ ಹಿಡಿದು ಧ್ಯಾನಿ ಅಂದಮೇಲೆ ಅದರ ಮಧುರತೆಯು ಸ್ಪಷ್ಟವಾದೀತು. ಇದೇ ವಿಶ್ವದ ನಾದಮಯ ಅಲ್ಲವೇ? (1252, 373, 1468, 450)
section-title: ಮೈಸೂರು ನಗರ (177, 87, 296, 115)
nakkare-title-band (98, 149, 469, 199)
letter-salutation: ಮಾನ್ಯರೆ, (116, 1548, 149, 1561)
letter-divider (95, 1892, 473, 1894)
masthead-date: ಭಾನುವಾರ 1 ಸೆಪ್ಟೆಂಬರ್ 2024 (1271, 89, 1484, 111)
footer-rule (87, 2206, 1481, 2208)
quote-box (1247, 329, 1473, 532)
asamanya-dropcap-2: ಅ (505, 1673, 537, 1724)
letter-heading-text: ದಸರಾ ಉತ್ಸವಾರಿ ಪ್ರಾಮಾಣಿಕ, ಶುದ್ಧ ಹಸ್ತರಾಗಿರಲಿ (119, 1522, 409, 1543)
asamanya-col-b: ಸೆಂಟ್ ಜೋಸೆಫ್ ಕಾಲೇಜಿನಲ್ಲಿ ಶಿಕ್ಷಣ ಪಡೆದ ಅವರು ಮದ್ರಾಸ್ ವೈದ್ಯಕೀಯ ಕಾಲೇಜಿನಲ್ಲಿ ಪದವಿ ಗಳಿಸಿದರು. ನಂತರ ಮೈಸೂರು ಸರ್ಕಾರದ ವೈದ್ಯಕೀಯ ಇಲಾಖೆಯಲ್ಲಿ ಸೇವೆಗೆ ಸೇರಿದರು. ಅಸಿಸ್ಟೆಂಟ್ ಸರ್ಜನ್ ಆಗಿ ವೃತ್ತಿ ಆರಂಭಿಸಿದ ಅವರು ತಮ್ಮ ಪ್ರಾಮಾಣಿಕತೆ ಮತ್ತು ಕಾರ್ಯದಕ್ಷತೆಯಿಂದ ಹಂತ ಹಂತವಾಗಿ ಮೇಲೇರಿದರು. ಹಲವು ಜಿಲ್ಲೆಗಳಲ್ಲಿ ಜಿಲ್ಲಾ ವೈದ್ಯಾಧಿಕಾರಿಯಾಗಿ ಸೇವೆ ಸಲ್ಲಿಸಿದರು. 1898ರಲ್ಲಿ ಬೆಂಗಳೂರಿನಲ್ಲಿ ಪ್ಲೇಗ್ ಹರಡಿದಾಗ ಅವರು ಹಗಲಿರುಳು ಶ್ರಮಿಸಿ ರೋಗ ನಿಯಂತ್ರಣಕ್ಕೆ ಕ್ರಮ ಕೈಗೊಂಡರು. ಅವರ ಸೇವೆಯನ್ನು ಮೆಚ್ಚಿದ ಮಹಾರಾಜರು ಅವರನ್ನು ಗೌರವಿಸಿದರು. ವಿಕ್ಟೋರಿಯಾ ಆಸ್ಪತ್ರೆಯ ಸ್ಥಾಪನೆಯಲ್ಲೂ ಅವರ ಕೊಡುಗೆ ಇದೆ. ಆಸ್ಪತ್ರೆಗಳಲ್ಲಿ ಆಧುನಿಕ ಚಿಕಿತ್ಸಾ ವಿಧಾನಗಳನ್ನು ಅಳವಡಿಸಲು ಅವರು ಶ್ರಮಿಸಿದರು. ಅವರು ಕಿರಿಯ ವೈದ್ಯರಿಗೆ ಮಾರ್ಗದರ್ಶಕರಾಗಿದ್ದರು. ಅವರ ಶಿಸ್ತು, ಸಮಯಪಾಲನೆ ಎಲ್ಲರಿಗೂ ಮಾದರಿಯಾಗಿತ್ತು. ರೋಗಿಗಳೊಂದಿಗೆ ಸೌಜನ್ಯದಿಂದ ವರ್ತಿಸುತ್ತಿದ್ದ ಅವರು ಜನಪ್ರಿಯ ವೈದ್ಯರಾಗಿದ್ದರು. ಅವರ ಸೇವೆಯನ್ನು ಜನ ಇಂದಿಗೂ ಸ್ಮರಿಸುತ್ತಾರೆ. (740, 1381, 959, 1623)
laughing-face-icon (104, 155, 143, 194)
letter-signature: -ಬೂಕನಕೆರೆ ವಿಜೇಂದ್ರ, ಕುವೆಂಪುನಗರ, ಮೈಸೂರು (307, 1838, 468, 1850)
nakkare-box (92, 143, 476, 532)
author-name: ಡಾ.ರಮಾ ವಿ. ಬೆಣ್ಣೂರ್ (588, 148, 692, 164)
joke-line-1 (103, 206, 466, 222)
letter-divider (95, 1180, 473, 1181)
gaade-left-2: ಗಾದೆ ಸುಳ್ಳಾಗದು (137, 489, 202, 504)
